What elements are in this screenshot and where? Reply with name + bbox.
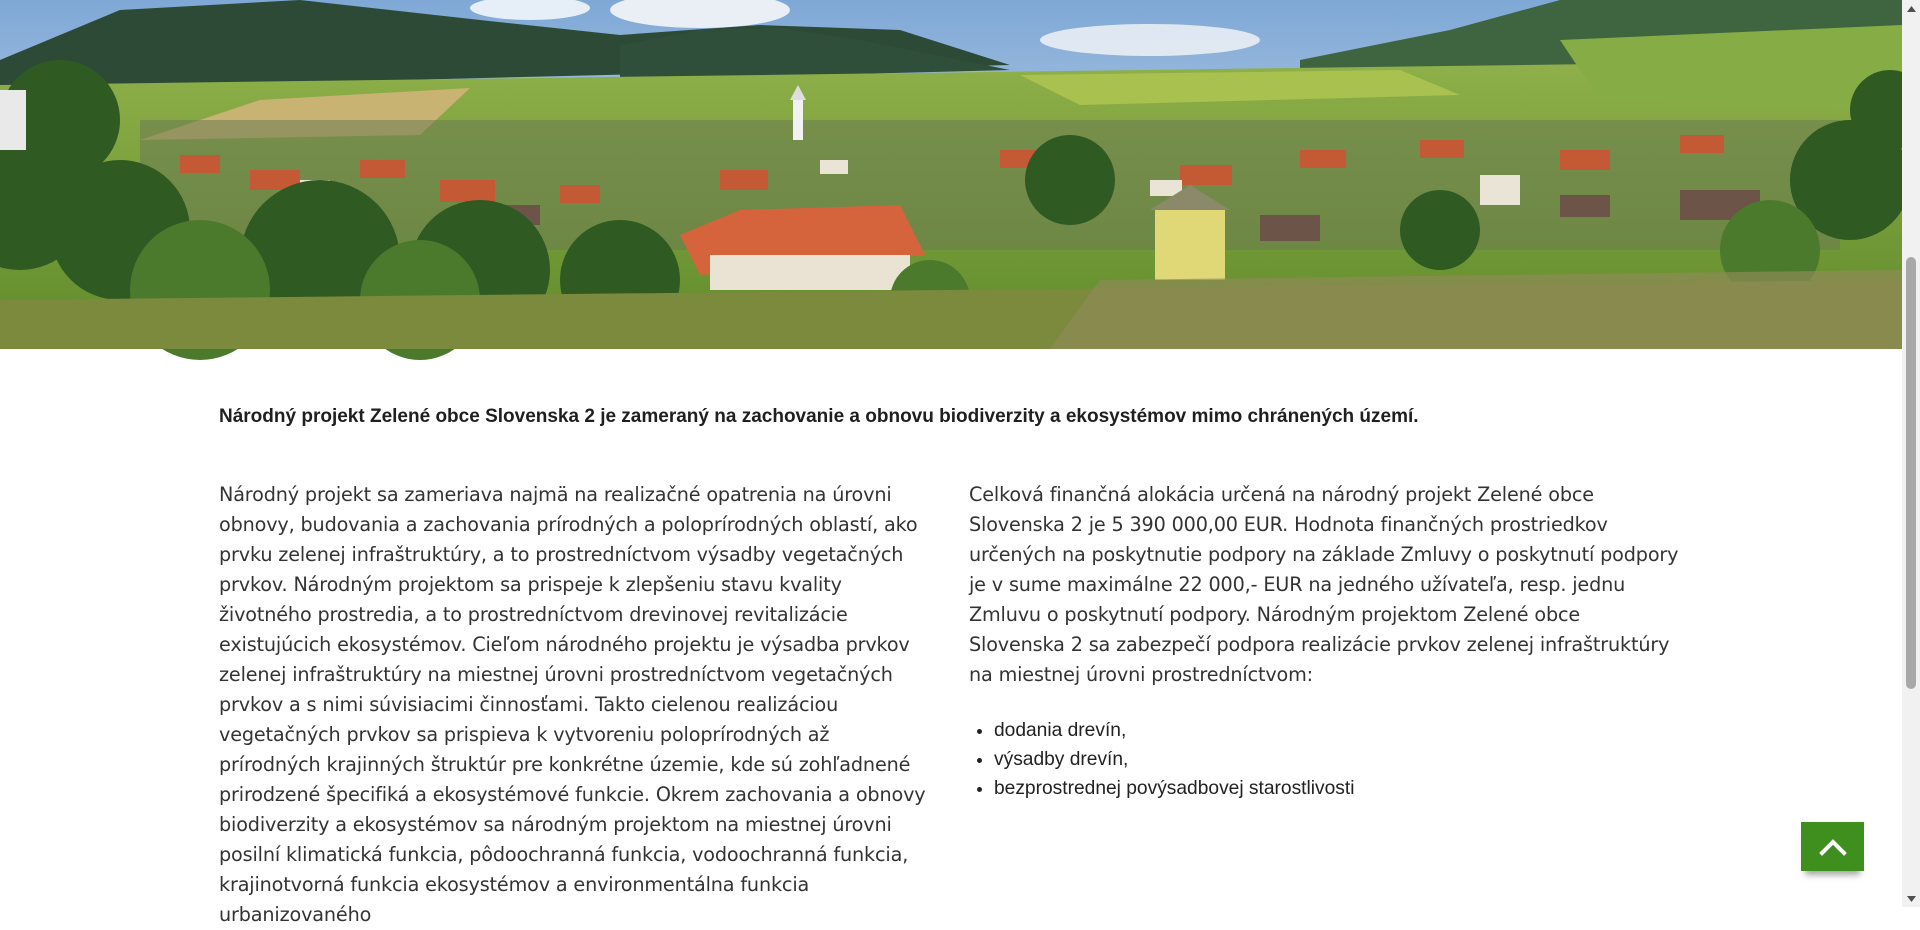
back-to-top-button[interactable] (1801, 822, 1864, 871)
village-landscape-photo (0, 0, 1902, 349)
list-item: • bezprostrednej povýsadbovej starostlivosti (994, 774, 1355, 803)
support-list (969, 716, 1355, 803)
hero-image (0, 0, 1902, 349)
scroll-down-arrow-icon[interactable] (1902, 890, 1920, 907)
scrollbar-thumb[interactable] (1906, 257, 1916, 689)
list-item: • výsadby drevín, (994, 745, 1355, 774)
intro-lead: Národný projekt Zelené obce Slovenska 2 je zameraný na zachovanie a obnovu biodiverzity a ekosystémov mimo chránených území. (219, 406, 1419, 427)
list-item: • dodania drevín, (994, 716, 1355, 745)
scroll-up-arrow-icon[interactable] (1902, 0, 1920, 17)
vertical-scrollbar[interactable] (1902, 0, 1920, 907)
right-column-text: Celková finančná alokácia určená na národný projekt Zelené obce Slovenska 2 je 5 390 000,00 EUR. Hodnota finančných prostriedkov určených na poskytnutie podpory na základe Zmluvy o poskytnutí podpory je v sume maximálne 22 000,- EUR na jedného užívateľa, resp. jednu Zmluvu o poskytnutí podpory. Národným projektom Zelené obce Slovenska 2 sa zabezpečí podpora realizácie prvkov zelenej infraštruktúry na miestnej úrovni prostredníctvom: (969, 483, 1679, 686)
left-column-text: Národný projekt sa zameriava najmä na realizačné opatrenia na úrovni obnovy, budovania a zachovania prírodných a poloprírodných oblastí, ako prvku zelenej infraštruktúry, a to prostredníctvom výsadby vegetačných prvkov. Národným projektom sa prispeje k zlepšeniu stavu kvality životného prostredia, a to prostredníctvom drevinovej revitalizácie existujúcich ekosystémov. Cieľom národného projektu je výsadba prvkov zelenej infraštruktúry na miestnej úrovni prostredníctvom vegetačných prvkov a s nimi súvisiacimi činnosťami. Takto cielenou realizáciou vegetačných prvkov sa prispieva k vytvoreniu poloprírodných až prírodných krajinných štruktúr pre konkrétne územie, kde sú zohľadnené prirodzené špecifiká a ekosystémové funkcie. Okrem zachovania a obnovy biodiverzity a ekosystémov sa národným projektom na miestnej úrovni posilní klimatická funkcia, pôdoochranná funkcia, vodoochranná funkcia, krajinotvorná funkcia ekosystémov a environmentálna funkcia urbanizovaného (219, 483, 926, 926)
chevron-up-icon (1820, 838, 1846, 856)
